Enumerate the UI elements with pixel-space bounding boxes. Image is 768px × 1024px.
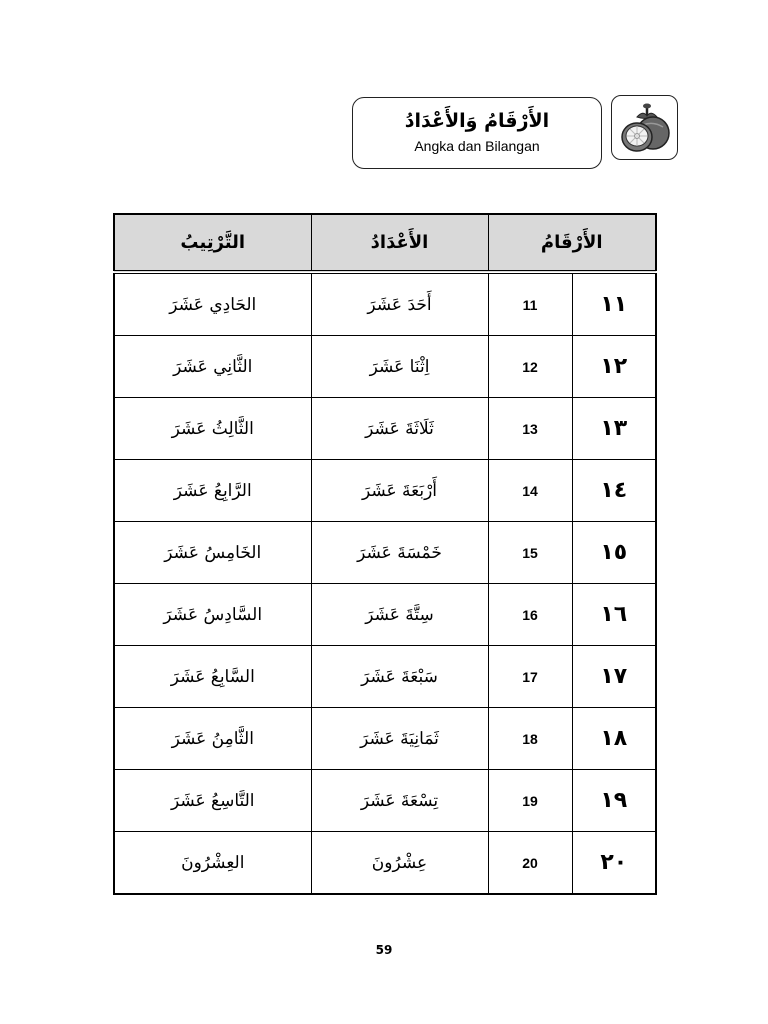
- table-row: [114, 708, 656, 770]
- mangosteen-icon-box: [611, 95, 678, 160]
- latin-numeral-cell: 13: [488, 398, 572, 460]
- ordinal-cell: التَّاسِعُ عَشَرَ: [114, 770, 311, 832]
- word-cell: عِشْرُونَ: [311, 832, 488, 895]
- word-cell: تِسْعَةَ عَشَرَ: [311, 770, 488, 832]
- table-row: [114, 460, 656, 522]
- ordinal-cell: الحَادِي عَشَرَ: [114, 272, 311, 336]
- arabic-numeral-cell: ١٧: [572, 646, 656, 708]
- table-row: [114, 522, 656, 584]
- latin-numeral-cell: 17: [488, 646, 572, 708]
- mangosteen-icon: [617, 101, 673, 155]
- table-header-row: [114, 214, 656, 272]
- header-ordinal: التَّرْتِيبُ: [114, 214, 311, 272]
- title-latin: Angka dan Bilangan: [414, 138, 540, 154]
- latin-numeral-cell: 18: [488, 708, 572, 770]
- latin-numeral-cell: 14: [488, 460, 572, 522]
- ordinal-cell: الثَّامِنُ عَشَرَ: [114, 708, 311, 770]
- title-arabic: الأَرْقَامُ وَالأَعْدَادُ: [404, 110, 550, 132]
- latin-numeral-cell: 20: [488, 832, 572, 895]
- word-cell: أَحَدَ عَشَرَ: [311, 272, 488, 336]
- ordinal-cell: السَّادِسُ عَشَرَ: [114, 584, 311, 646]
- ordinal-cell: العِشْرُونَ: [114, 832, 311, 895]
- arabic-numeral-cell: ١٥: [572, 522, 656, 584]
- table-row: [114, 398, 656, 460]
- arabic-numeral-cell: ١٣: [572, 398, 656, 460]
- table-row: [114, 584, 656, 646]
- arabic-numeral-cell: ١٤: [572, 460, 656, 522]
- table-row: [114, 336, 656, 398]
- ordinal-cell: الثَّالِثُ عَشَرَ: [114, 398, 311, 460]
- table-row: [114, 832, 656, 895]
- word-cell: سِتَّةَ عَشَرَ: [311, 584, 488, 646]
- table-row: [114, 646, 656, 708]
- arabic-numeral-cell: ١٢: [572, 336, 656, 398]
- latin-numeral-cell: 12: [488, 336, 572, 398]
- arabic-numeral-cell: ١٦: [572, 584, 656, 646]
- arabic-numeral-cell: ١٨: [572, 708, 656, 770]
- word-cell: سَبْعَةَ عَشَرَ: [311, 646, 488, 708]
- table-row: [114, 770, 656, 832]
- numbers-table: [113, 213, 657, 895]
- word-cell: ثَلَاثَةَ عَشَرَ: [311, 398, 488, 460]
- word-cell: أَرْبَعَةَ عَشَرَ: [311, 460, 488, 522]
- title-box: [352, 97, 602, 169]
- header-numerals: الأَرْقَامُ: [488, 214, 656, 272]
- ordinal-cell: الثَّانِي عَشَرَ: [114, 336, 311, 398]
- ordinal-cell: الخَامِسُ عَشَرَ: [114, 522, 311, 584]
- arabic-numeral-cell: ١١: [572, 272, 656, 336]
- latin-numeral-cell: 19: [488, 770, 572, 832]
- page-number: 59: [375, 943, 393, 957]
- word-cell: خَمْسَةَ عَشَرَ: [311, 522, 488, 584]
- ordinal-cell: الرَّابِعُ عَشَرَ: [114, 460, 311, 522]
- word-cell: اِثْنَا عَشَرَ: [311, 336, 488, 398]
- table-row: [114, 272, 656, 336]
- latin-numeral-cell: 15: [488, 522, 572, 584]
- ordinal-cell: السَّابِعُ عَشَرَ: [114, 646, 311, 708]
- word-cell: ثَمَانِيَةَ عَشَرَ: [311, 708, 488, 770]
- arabic-numeral-cell: ١٩: [572, 770, 656, 832]
- arabic-numeral-cell: ٢٠: [572, 832, 656, 895]
- latin-numeral-cell: 16: [488, 584, 572, 646]
- header-numbers-word: الأَعْدَادُ: [311, 214, 488, 272]
- latin-numeral-cell: 11: [488, 272, 572, 336]
